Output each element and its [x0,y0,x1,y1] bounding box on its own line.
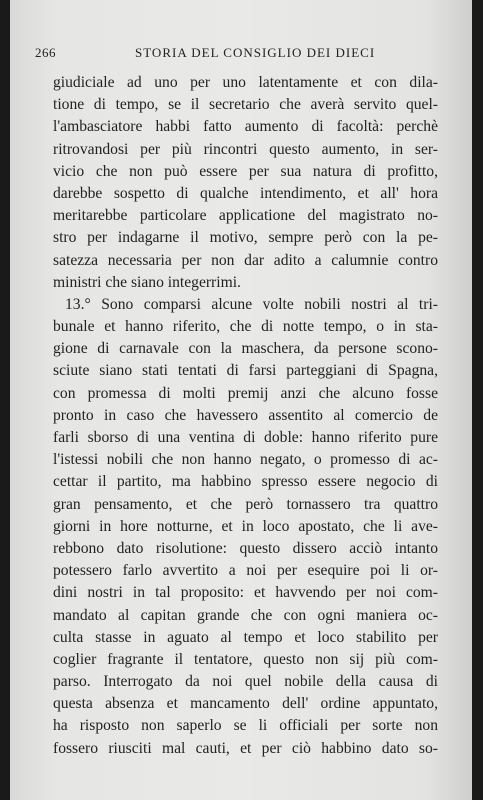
text-line: cettar il partito, ma habbino spresso essere negocio di [53,473,438,491]
text-line: con promessa di molti premij anzi che alcuno fosse [53,384,438,402]
text-line: fossero riusciti mal cauti, et per ciò habbino dato so- [53,739,438,757]
text-line: l'ambasciatore habbi fatto aumento di facoltà: perchè [53,118,438,136]
text-line: giudiciale ad uno per uno latentamente et con dila- [53,74,438,91]
text-line: ministri che siano integerrimi. [53,273,241,291]
text-line: gione di carnavale con la maschera, da persone scono- [53,340,438,358]
text-line: pronto in caso che havessero assentito al comercio de [53,406,438,424]
text-line: darebbe sospetto di qualche intendimento, et all' hora [53,184,438,202]
text-line: coglier fragrante il tentatore, questo non sij più com- [53,650,438,668]
text-line: mandato al capitan grande che con ogni maniera oc- [53,606,438,624]
text-line: dini nostri in tal proposito: et havvendo per noi com- [53,584,438,602]
text-line: questa absenza et mancamento dell' ordine appuntato, [53,695,438,713]
paragraph [53,294,438,760]
text-line: satezza necessaria per non dar adito a calumnie contro [53,251,438,269]
text-line: giorni in hore notturne, et in loco apostato, che li ave- [53,517,438,535]
paragraph [53,72,438,294]
text-line: ritrovandosi per più rincontri questo aumento, in ser- [53,140,438,158]
text-line: tione di tempo, se il secretario che averà servito quel- [53,96,438,114]
text-line: bunale et hanno riferito, che di notte tempo, o in sta- [53,318,438,336]
text-line: vicio che non può essere per sua natura di profitto, [53,162,438,180]
text-line: gran pensamento, et che però tornassero tra quattro [53,495,438,513]
text-line: potessero farlo avvertito a noi per esequire poi li or- [53,562,438,580]
text-line: sciute siano stati tentati di farsi parteggiani di Spagna, [53,362,438,380]
text-line: 13.° Sono comparsi alcune volte nobili nostri al tri- [65,295,438,313]
page-number: 266 [35,45,56,60]
text-line: ha risposto non saperlo se li officiali per sorte non [53,717,438,735]
text-line: l'istessi nobili che non hanno negato, o promesso di ac- [53,451,438,469]
page-header [35,45,430,61]
text-line: rebbono dato risolutione: questo dissero acciò intanto [53,539,438,557]
book-page [10,0,472,800]
text-line: parso. Interrogato da noi quel nobile della causa di [53,673,438,691]
text-line: farli sborso di una ventina di doble: hanno riferito pure [53,429,438,446]
running-title: STORIA DEL CONSIGLIO DEI DIECI [135,45,376,60]
text-line: meritarebbe particolare applicatione del magistrato no- [53,207,438,225]
text-line: stro per indagarne il motivo, sempre però con la pe- [53,229,438,247]
text-line: culta stasse in aguato al tempo et loco stabilito per [53,628,438,646]
body-text [53,72,438,760]
